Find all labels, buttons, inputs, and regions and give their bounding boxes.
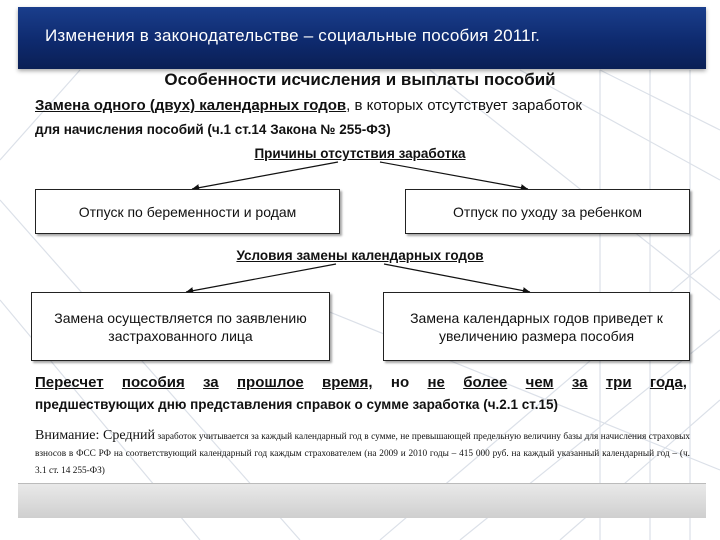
recalc-line-1 [35,374,687,391]
recalc-word: не [427,374,445,391]
recalc-word: Пересчет [35,374,104,391]
recalc-word: но [390,374,410,391]
recalc-word: время, [322,374,373,391]
recalc-word: за [203,374,219,391]
reason-box-childcare [405,189,690,234]
note-lead: Внимание: Средний [35,428,155,443]
intro-line-2: для начисления пособий (ч.1 ст.14 Закона № 255-ФЗ) [35,122,391,137]
recalc-word: прошлое [236,374,304,391]
condition-box-increase [383,292,690,361]
recalc-word: за [571,374,588,391]
note-body: заработок учитывается за каждый календарный год в сумме, не превышающей предельную величину базы для начисления страховых взносов в ФСС РФ на соответствующий календарный год каждым страхователем (на 2009 и 2010 годы – 415 000 руб. на каждый указанный календарный год – (ч. 3.1 ст. 14 255-ФЗ) [35,432,690,476]
condition-box-application [31,292,330,361]
reason-maternity-text: Отпуск по беременности и родам [78,203,297,220]
subtitle: Особенности исчисления и выплаты пособий [164,70,556,89]
recalc-line-2: предшествующих дню представления справок о сумме заработка (ч.2.1 ст.15) [35,397,558,412]
footer-bar [18,483,706,518]
condition-increase-text: Замена календарных годов приведет к увеличению размера пособия [410,309,663,344]
intro-emphasis: Замена одного (двух) календарных годов [35,97,347,114]
recalc-word: три [605,374,632,391]
reason-box-maternity [35,189,340,234]
intro-rest: , в которых отсутствует заработок [346,97,582,114]
condition-application-text: Замена осуществляется по заявлению застрахованного лица [54,309,307,344]
reasons-heading: Причины отсутствия заработка [254,146,466,161]
attention-note [35,427,690,480]
recalc-word: пособия [121,374,185,391]
slide-title: Изменения в законодательстве – социальные пособия 2011г. [45,26,541,45]
recalc-word: чем [525,374,554,391]
recalc-word: более [463,374,508,391]
reason-childcare-text: Отпуск по уходу за ребенком [453,203,642,220]
recalc-word: года, [649,374,687,391]
conditions-heading: Условия замены календарных годов [236,248,484,263]
